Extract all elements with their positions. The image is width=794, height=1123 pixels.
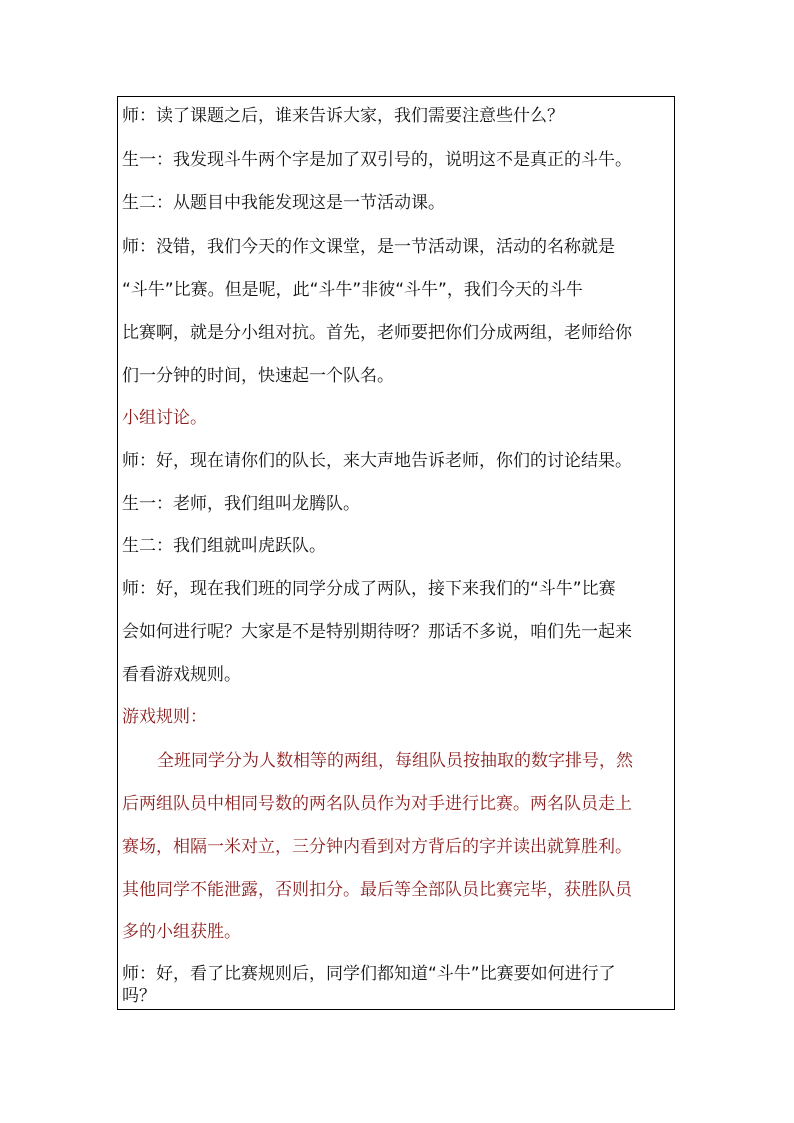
dialogue-line: 生二：从题目中我能发现这是一节活动课。 xyxy=(122,193,445,213)
dialogue-line: 师：好，现在请你们的队长，来大声地告诉老师，你们的讨论结果。 xyxy=(122,451,632,471)
rules-heading: 游戏规则： xyxy=(122,707,207,727)
rules-text-line: 后两组队员中相同号数的两名队员作为对手进行比赛。两名队员走上 xyxy=(122,794,632,814)
dialogue-line: 生一：老师，我们组叫龙腾队。 xyxy=(122,494,360,514)
dialogue-line: 师：没错，我们今天的作文课堂，是一节活动课，活动的名称就是 xyxy=(122,237,615,257)
rules-text-line: 赛场，相隔一米对立，三分钟内看到对方背后的字并读出就算胜利。 xyxy=(122,837,632,857)
dialogue-line: 们一分钟的时间，快速起一个队名。 xyxy=(122,366,394,386)
dialogue-line: 会如何进行呢？大家是不是特别期待呀？那话不多说，咱们先一起来 xyxy=(122,622,632,642)
dialogue-line: 师：读了课题之后，谁来告诉大家，我们需要注意些什么？ xyxy=(122,106,564,126)
rules-text-line: 其他同学不能泄露，否则扣分。最后等全部队员比赛完毕，获胜队员 xyxy=(122,880,632,900)
dialogue-line: “斗牛”比赛。但是呢，此“斗牛”非彼“斗牛”，我们今天的斗牛 xyxy=(122,280,583,300)
dialogue-line: 师：好，看了比赛规则后，同学们都知道“斗牛”比赛要如何进行了 xyxy=(122,964,616,984)
activity-heading: 小组讨论。 xyxy=(122,408,207,428)
dialogue-line: 生一：我发现斗牛两个字是加了双引号的，说明这不是真正的斗牛。 xyxy=(122,150,632,170)
rules-text-line: 多的小组获胜。 xyxy=(122,922,241,942)
dialogue-line: 生二：我们组就叫虎跃队。 xyxy=(122,536,326,556)
dialogue-line: 看看游戏规则。 xyxy=(122,665,241,685)
rules-text-line: 全班同学分为人数相等的两组，每组队员按抽取的数字排号，然 xyxy=(157,751,633,771)
dialogue-line: 师：好，现在我们班的同学分成了两队，接下来我们的“斗牛”比赛 xyxy=(122,579,616,599)
dialogue-line: 比赛啊，就是分小组对抗。首先，老师要把你们分成两组，老师给你 xyxy=(122,323,632,343)
dialogue-line: 吗？ xyxy=(122,986,156,1006)
